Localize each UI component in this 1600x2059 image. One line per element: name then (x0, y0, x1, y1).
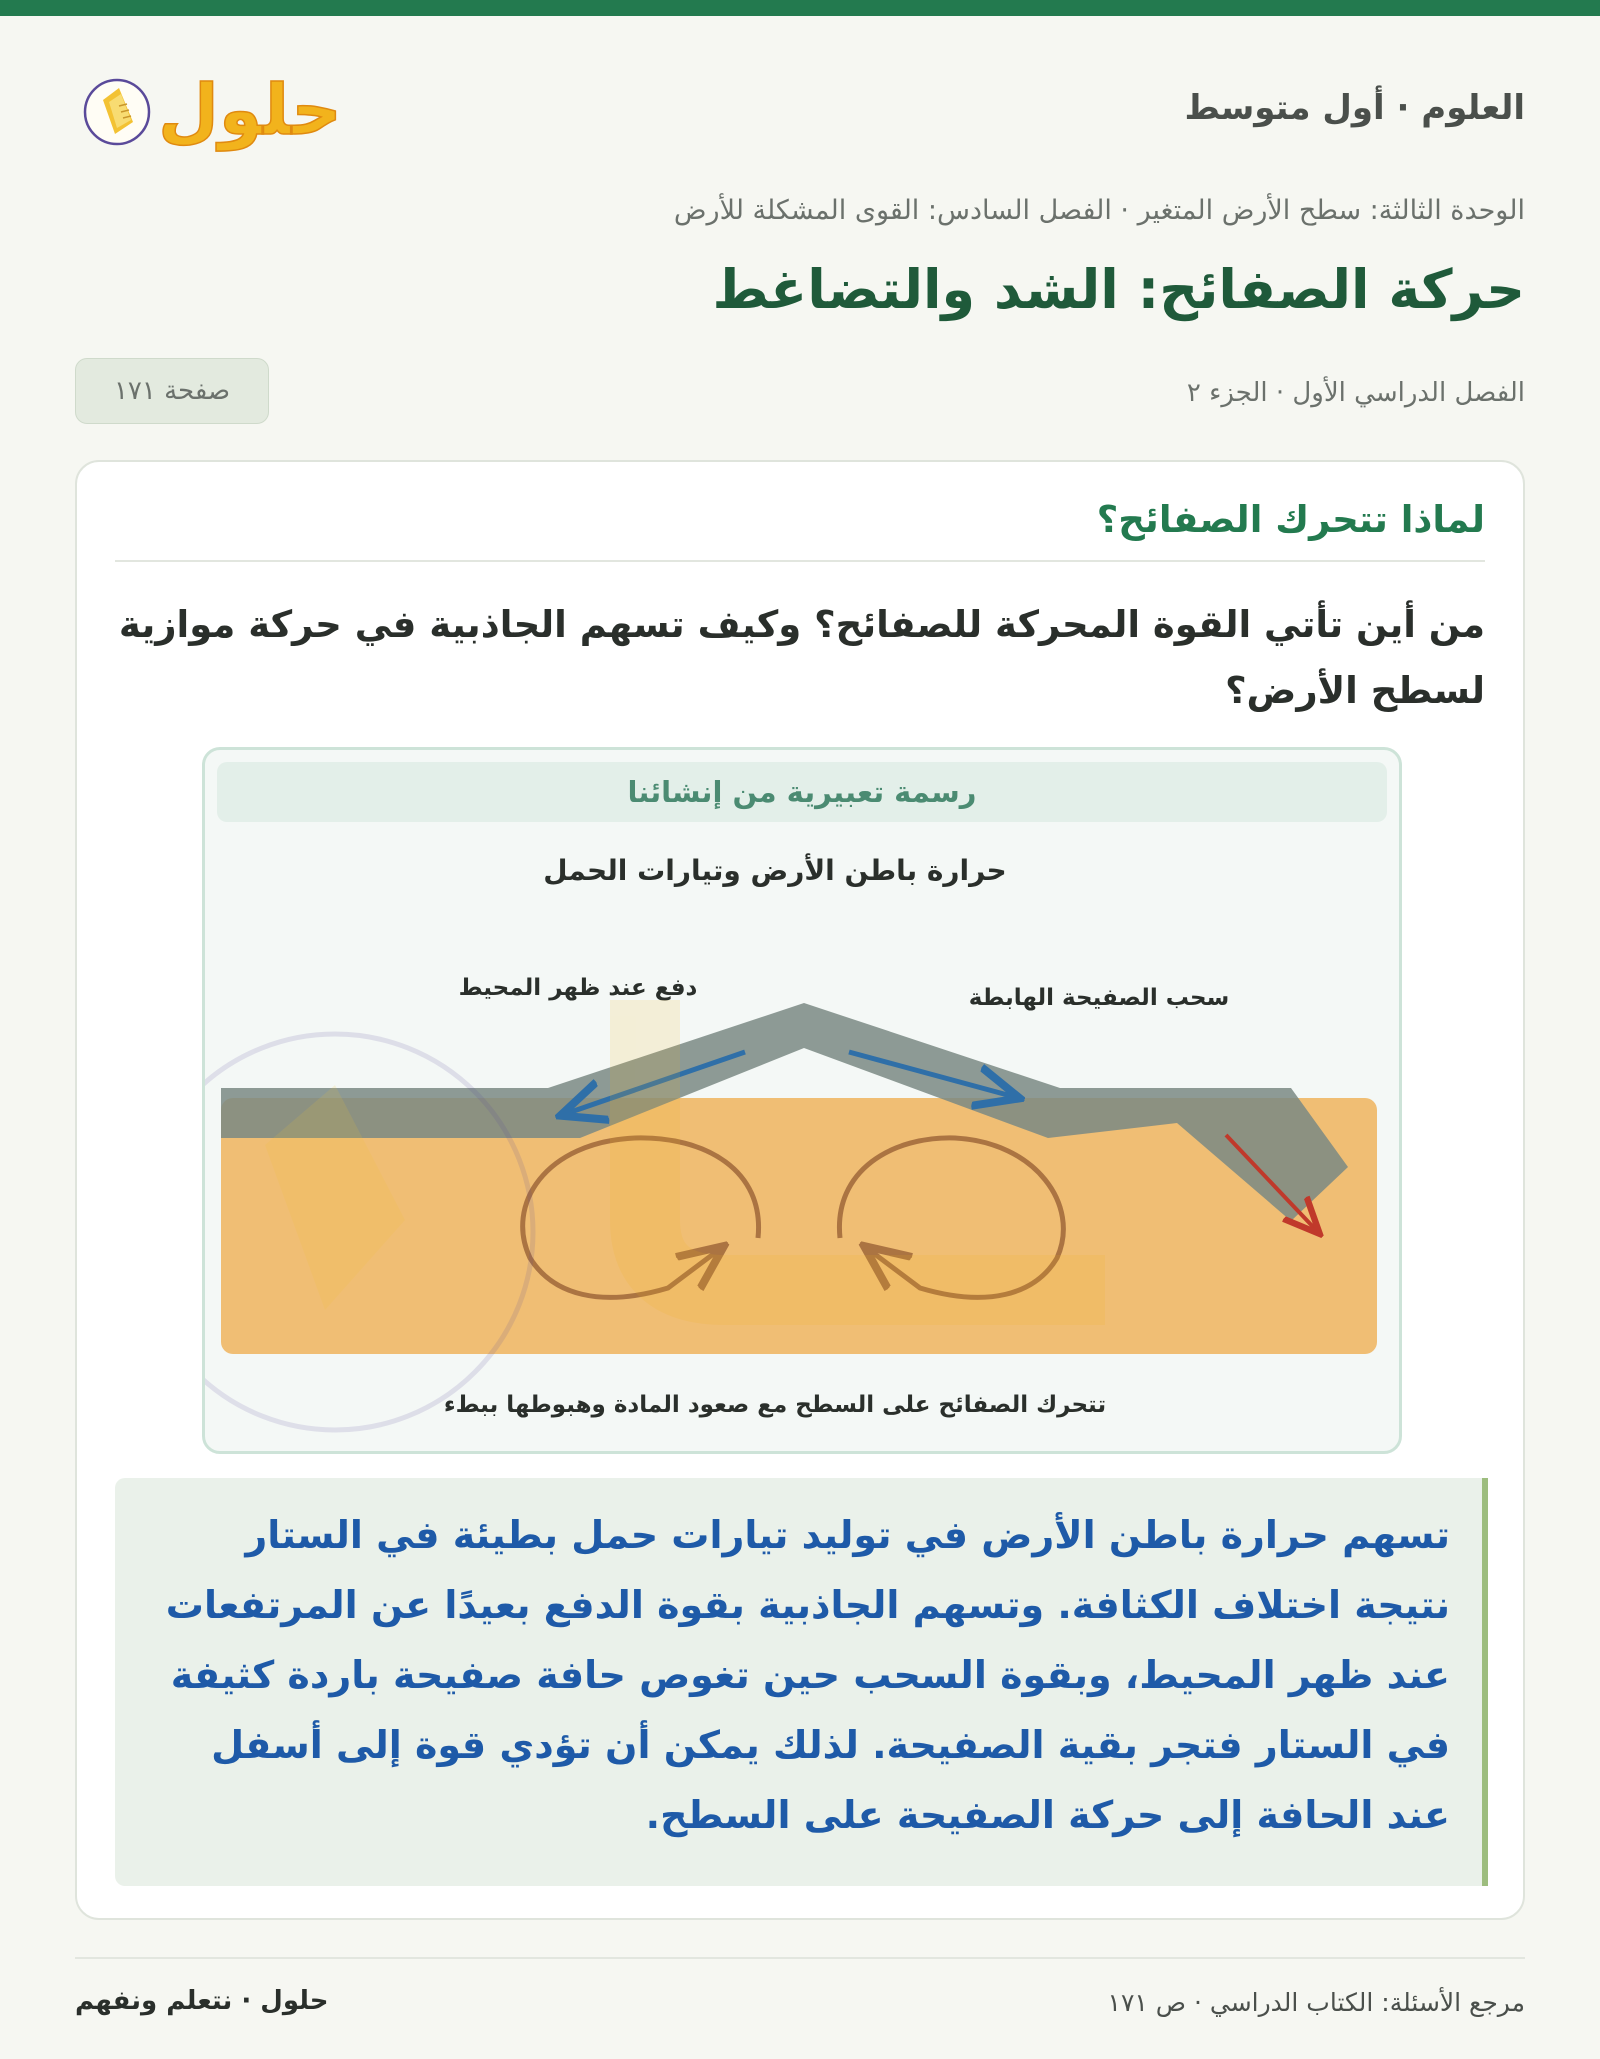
convection-diagram (205, 750, 1399, 1451)
answer-box: تسهم حرارة باطن الأرض في توليد تيارات حمل بطيئة في الستار نتيجة اختلاف الكثافة. وتسهم الجاذبية بقوة الدفع بعيدًا عن المرتفعات عند ظهر المحيط، وبقوة السحب حين تغوص حافة صفيحة باردة كثيفة في الستار فتجر بقية الصفيحة. لذلك يمكن أن تؤدي قوة إلى أسفل عند الحافة إلى حركة الصفيحة على السطح. (115, 1478, 1488, 1886)
card-divider (115, 560, 1485, 562)
footer-reference: مرجع الأسئلة: الكتاب الدراسي · ص ١٧١ (1107, 1988, 1525, 2017)
convection-figure (202, 747, 1402, 1454)
logo-wordmark: حلول (158, 69, 342, 151)
footer-brand: حلول · نتعلم ونفهم (75, 1986, 329, 2016)
figure-tag: رسمة تعبيرية من إنشائنا (217, 762, 1387, 822)
question-card (75, 460, 1525, 1920)
figure-caption: تتحرك الصفائح على السطح مع صعود المادة وهبوطها ببطء (443, 1392, 1107, 1418)
semester-label: الفصل الدراسي الأول · الجزء ٢ (1186, 378, 1525, 408)
pull-label: سحب الصفيحة الهابطة (968, 985, 1230, 1011)
hulul-logo (75, 50, 345, 160)
page-title: حركة الصفائح: الشد والتضاغط (712, 258, 1525, 321)
top-accent-bar (0, 0, 1600, 16)
unit-breadcrumb: الوحدة الثالثة: سطح الأرض المتغير · الفصل السادس: القوى المشكلة للأرض (673, 195, 1525, 226)
push-label: دفع عند ظهر المحيط (458, 975, 698, 1001)
page-number-badge: صفحة ١٧١ (75, 358, 269, 424)
subject-label: العلوم · أول متوسط (1184, 88, 1525, 128)
footer-divider (75, 1957, 1525, 1959)
page-header (75, 50, 1525, 160)
figure-title: حرارة باطن الأرض وتيارات الحمل (543, 854, 1007, 887)
question-text: من أين تأتي القوة المحركة للصفائح؟ وكيف تسهم الجاذبية في حركة موازية لسطح الأرض؟ (118, 603, 1485, 712)
card-heading: لماذا تتحرك الصفائح؟ (1096, 498, 1485, 541)
